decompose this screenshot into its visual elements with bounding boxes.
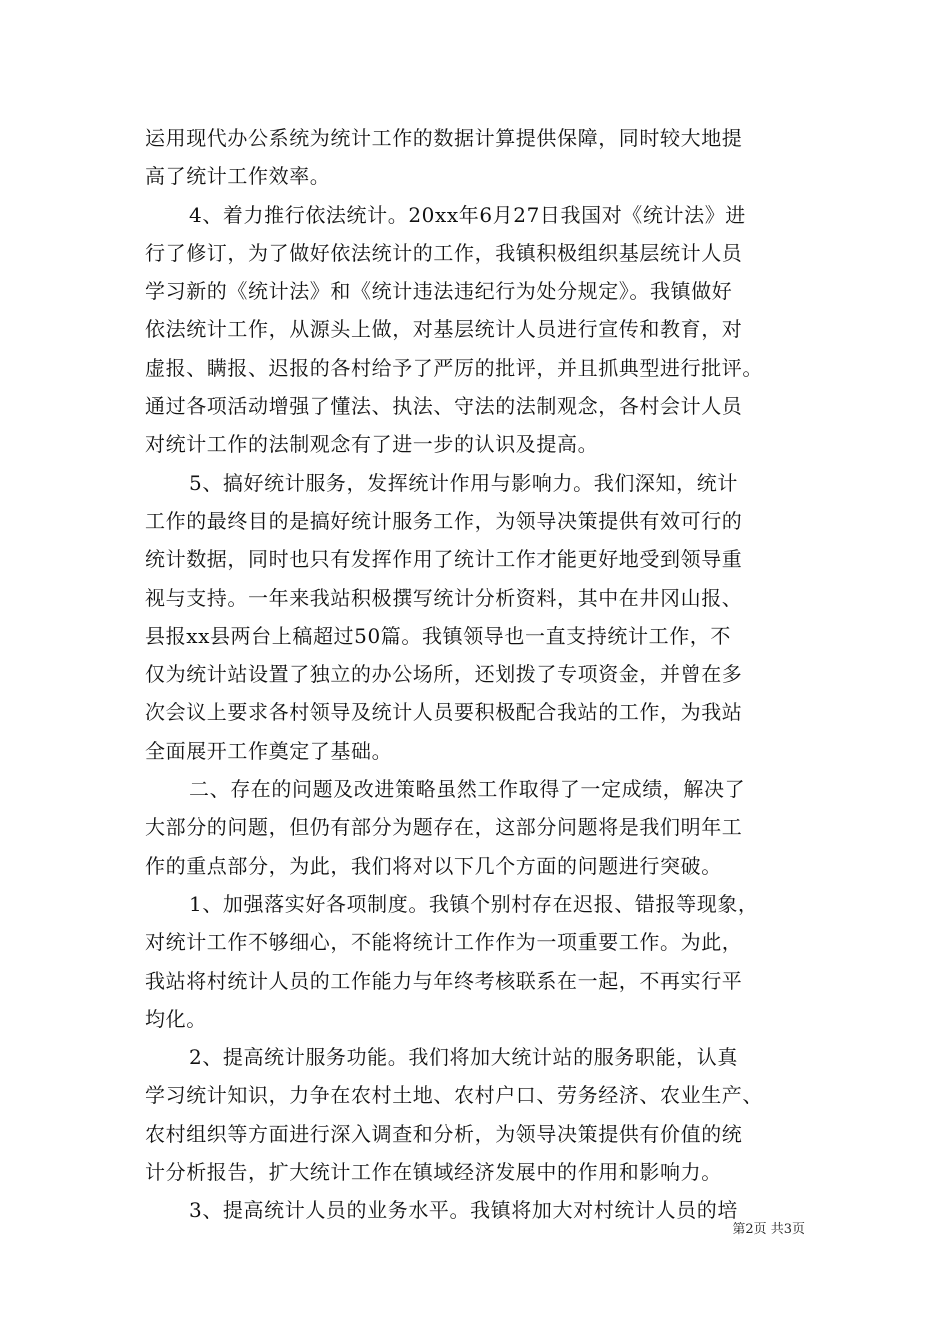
text-line: 县报xx县两台上稿超过50篇。我镇领导也一直支持统计工作，不	[145, 623, 732, 648]
text-line: 工作的最终目的是搞好统计服务工作，为领导决策提供有效可行的	[145, 508, 743, 533]
paragraph-start: 3、提高统计人员的业务水平。我镇将加大对村统计人员的培	[189, 1198, 738, 1223]
paragraph-start: 4、着力推行依法统计。20xx年6月27日我国对《统计法》进	[189, 202, 746, 227]
text-line: 视与支持。一年来我站积极撰写统计分析资料，其中在井冈山报、	[145, 585, 743, 610]
paragraph-start: 二、存在的问题及改进策略虽然工作取得了一定成绩，解决了	[189, 777, 746, 802]
text-line: 作的重点部分，为此，我们将对以下几个方面的问题进行突破。	[145, 853, 722, 878]
text-line: 虚报、瞒报、迟报的各村给予了严厉的批评，并且抓典型进行批评。	[145, 355, 763, 380]
text-line: 行了修订，为了做好依法统计的工作，我镇积极组织基层统计人员	[145, 240, 743, 265]
text-line: 依法统计工作，从源头上做，对基层统计人员进行宣传和教育，对	[145, 317, 743, 342]
page-number: 第2页 共3页	[732, 1222, 805, 1237]
text-line: 对统计工作不够细心，不能将统计工作作为一项重要工作。为此，	[145, 930, 743, 955]
text-line: 我站将村统计人员的工作能力与年终考核联系在一起，不再实行平	[145, 968, 743, 993]
text-line: 均化。	[145, 1006, 207, 1031]
body-text	[145, 119, 810, 1230]
text-line: 全面展开工作奠定了基础。	[145, 738, 393, 763]
text-line: 对统计工作的法制观念有了进一步的认识及提高。	[145, 432, 599, 457]
paragraph-start: 1、加强落实好各项制度。我镇个别村存在迟报、错报等现象，	[189, 891, 759, 916]
text-line: 通过各项活动增强了懂法、执法、守法的法制观念，各村会计人员	[145, 394, 743, 419]
paragraph-start: 5、搞好统计服务，发挥统计作用与影响力。我们深知，统计	[189, 470, 738, 495]
paragraph-start: 2、提高统计服务功能。我们将加大统计站的服务职能，认真	[189, 1045, 738, 1070]
text-line: 计分析报告，扩大统计工作在镇域经济发展中的作用和影响力。	[145, 1160, 722, 1185]
text-line: 统计数据，同时也只有发挥作用了统计工作才能更好地受到领导重	[145, 547, 743, 572]
text-line: 大部分的问题，但仍有部分为题存在，这部分问题将是我们明年工	[145, 815, 743, 840]
text-line: 运用现代办公系统为统计工作的数据计算提供保障，同时较大地提	[145, 126, 743, 150]
text-line: 学习统计知识，力争在农村土地、农村户口、劳务经济、农业生产、	[145, 1083, 763, 1108]
text-line: 次会议上要求各村领导及统计人员要积极配合我站的工作，为我站	[145, 700, 743, 725]
text-line: 高了统计工作效率。	[145, 164, 331, 189]
text-line: 仅为统计站设置了独立的办公场所，还划拨了专项资金，并曾在多	[145, 662, 743, 687]
text-line: 农村组织等方面进行深入调查和分析，为领导决策提供有价值的统	[145, 1121, 743, 1146]
text-line: 学习新的《统计法》和《统计违法违纪行为处分规定》。我镇做好	[145, 279, 733, 304]
